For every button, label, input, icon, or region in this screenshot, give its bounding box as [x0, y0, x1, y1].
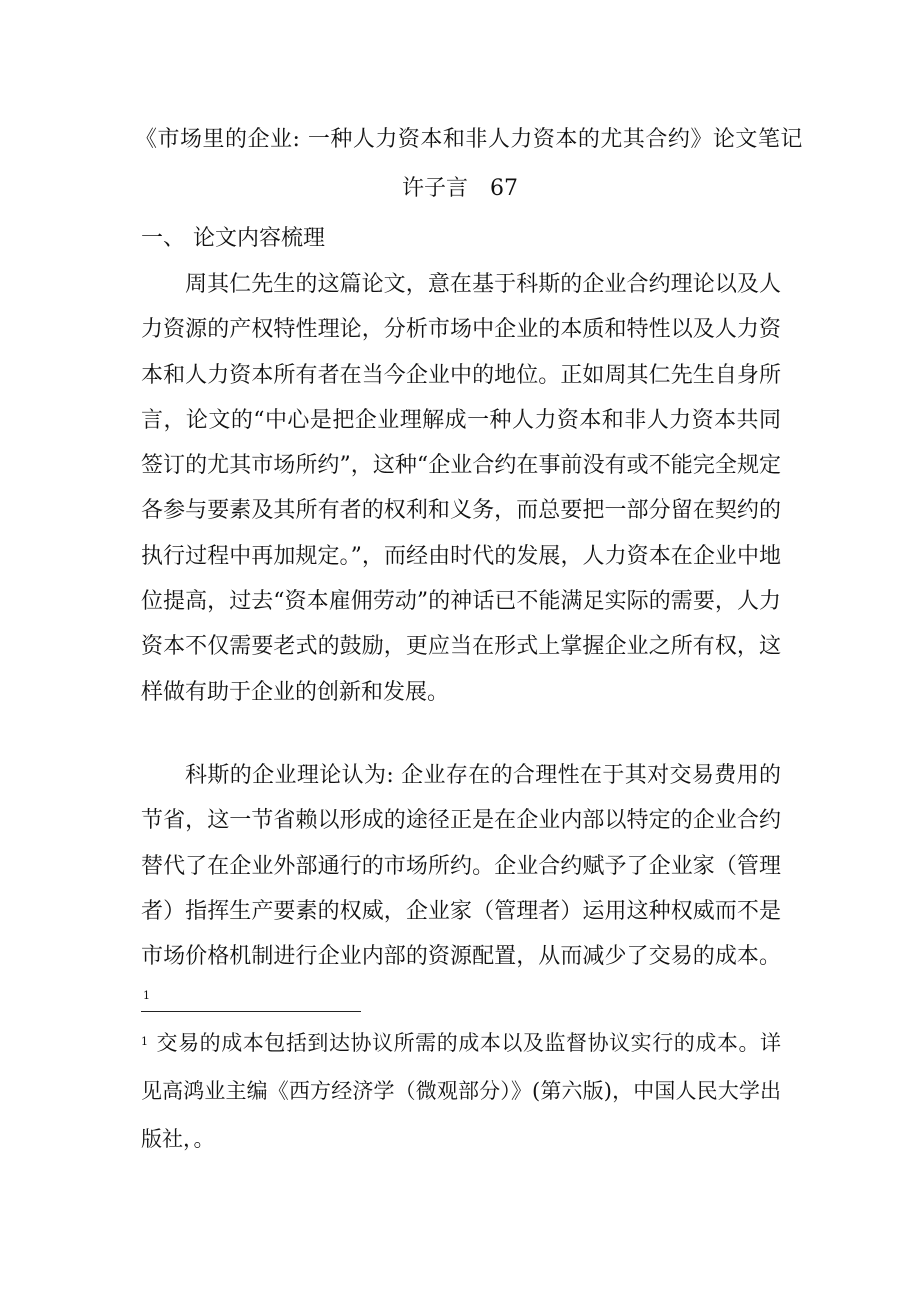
footnote-text: 交易的成本包括到达协议所需的成本以及监督协议实行的成本。详见高鸿业主编《西方经济学（微观部分）》(第六版)，中国人民大学出版社，。 — [141, 1031, 781, 1151]
author-name: 许子言 — [401, 176, 468, 201]
footnote — [141, 1018, 781, 1163]
section-number: 一、 — [141, 226, 186, 251]
paragraph-1-text: 周其仁先生的这篇论文，意在基于科斯的企业合约理论以及人力资源的产权特性理论，分析市场中企业的本质和特性以及人力资本和人力资本所有者在当今企业中的地位。正如周其仁先生自身所言，论文的“中心是把企业理解成一种人力资本和非人力资本共同签订的尤其市场所约”，这种“企业合约在事前没有或不能完全规定各参与要素及其所有者的权利和义务，而总要把一部分留在契约的执行过程中再加规定。”，而经由时代的发展，人力资本在企业中地位提高，过去“资本雇佣劳动”的神话已不能满足实际的需要，人力资本不仅需要老式的鼓励，更应当在形式上掌握企业之所有权，这样做有助于企业的创新和发展。 — [141, 272, 781, 705]
footnote-reference[interactable]: 1 — [143, 989, 150, 1003]
footnote-marker: 1 — [141, 1035, 148, 1048]
paragraph-2-text: 科斯的企业理论认为: 企业存在的合理性在于其对交易费用的节省，这一节省赖以形成的途径正是在企业内部以特定的企业合约替代了在企业外部通行的市场所约。企业合约赋予了企业家（管理者）指挥生产要素的权威，企业家（管理者）运用这种权威而不是市场价格机制进行企业内部的资源配置，从而减少了交易的成本。 — [141, 763, 781, 970]
author-number: 67 — [490, 176, 518, 201]
footnote-separator — [141, 1011, 361, 1012]
section-title: 论文内容梳理 — [193, 226, 326, 251]
section-heading — [141, 221, 325, 257]
paragraph-2 — [141, 753, 781, 1025]
author-line — [0, 171, 920, 207]
document-title: 《市场里的企业: 一种人力资本和非人力资本的尤其合约》论文笔记 — [135, 127, 803, 152]
paragraph-1 — [141, 262, 781, 715]
